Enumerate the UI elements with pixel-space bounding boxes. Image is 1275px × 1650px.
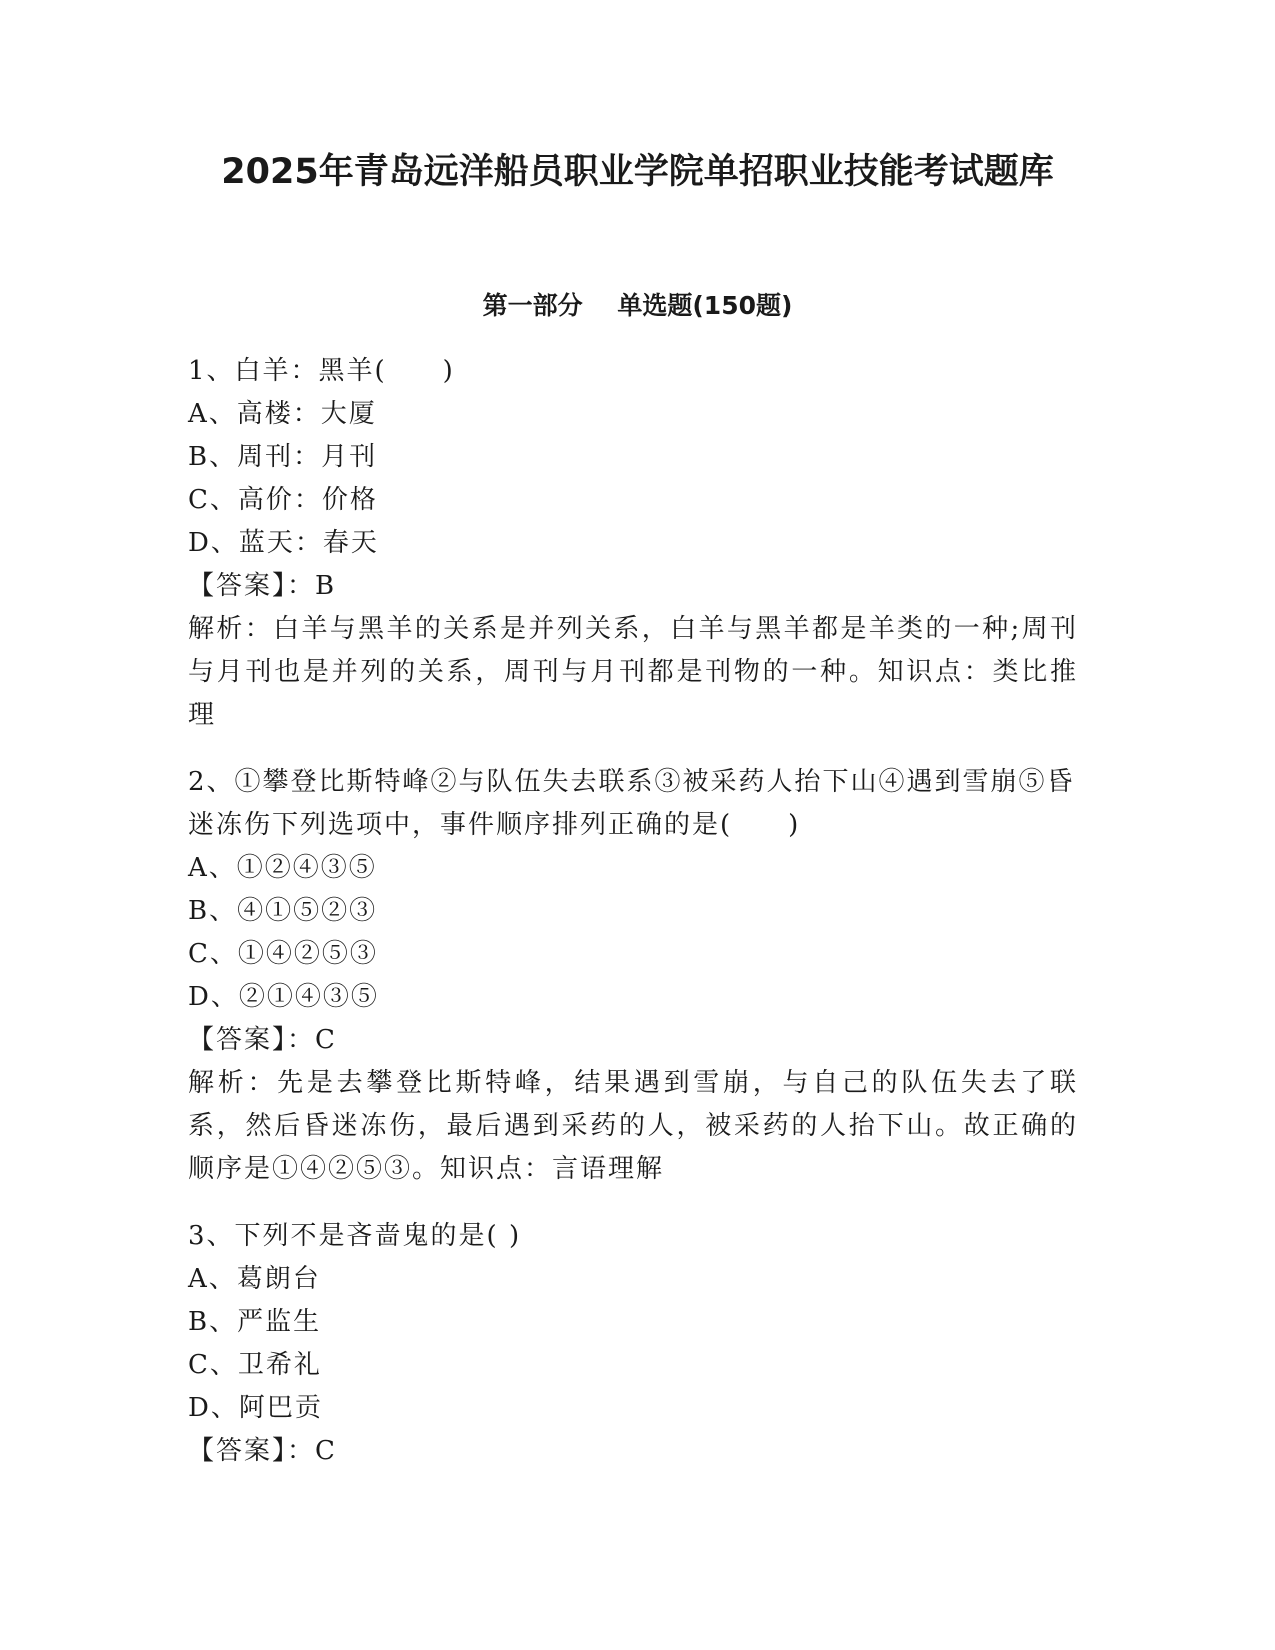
option-a: A、葛朗台: [188, 1264, 321, 1294]
answer-value: B: [315, 571, 337, 601]
answer-value: C: [315, 1436, 337, 1466]
question-stem: 2、①攀登比斯特峰②与队伍失去联系③被采药人抬下山④遇到雪崩⑤昏迷冻伤下列选项中，事件顺序排列正确的是( ): [188, 767, 1075, 840]
answer-line: [188, 1430, 1078, 1473]
option-d: D、蓝天：春天: [188, 528, 379, 558]
question-1: [188, 350, 1078, 737]
option-b: B、周刊：月刊: [188, 442, 378, 472]
answer-label: 【答案】：: [188, 1025, 316, 1055]
explanation: 解析：先是去攀登比斯特峰，结果遇到雪崩，与自己的队伍失去了联系，然后昏迷冻伤，最后遇到采药的人，被采药的人抬下山。故正确的顺序是①④②⑤③。知识点：言语理解: [188, 1068, 1078, 1184]
option-c: C、高价：价格: [188, 485, 378, 515]
answer-label: 【答案】：: [188, 571, 316, 601]
question-stem: 3、下列不是吝啬鬼的是( ): [188, 1221, 522, 1251]
question-3: [188, 1215, 1078, 1473]
option-d: D、②①④③⑤: [188, 982, 379, 1012]
option-a: A、高楼：大厦: [188, 399, 377, 429]
explanation: 解析：白羊与黑羊的关系是并列关系，白羊与黑羊都是羊类的一种;周刊与月刊也是并列的关系，周刊与月刊都是刊物的一种。知识点：类比推理: [188, 614, 1078, 730]
answer-label: 【答案】：: [188, 1436, 316, 1466]
option-d: D、阿巴贡: [188, 1393, 323, 1423]
answer-line: [188, 565, 1078, 608]
option-b: B、④①⑤②③: [188, 896, 378, 926]
question-stem: 1、白羊：黑羊( ): [188, 356, 455, 386]
option-c: C、①④②⑤③: [188, 939, 378, 969]
document-title: 2025年青岛远洋船员职业学院单招职业技能考试题库: [221, 152, 1054, 192]
option-c: C、卫希礼: [188, 1350, 322, 1380]
option-a: A、①②④③⑤: [188, 853, 377, 883]
question-2: [188, 761, 1078, 1191]
question-list: [188, 350, 1078, 1497]
answer-value: C: [315, 1025, 337, 1055]
section-title: 第一部分 单选题(150题): [482, 291, 793, 320]
answer-line: [188, 1019, 1078, 1062]
option-b: B、严监生: [188, 1307, 322, 1337]
